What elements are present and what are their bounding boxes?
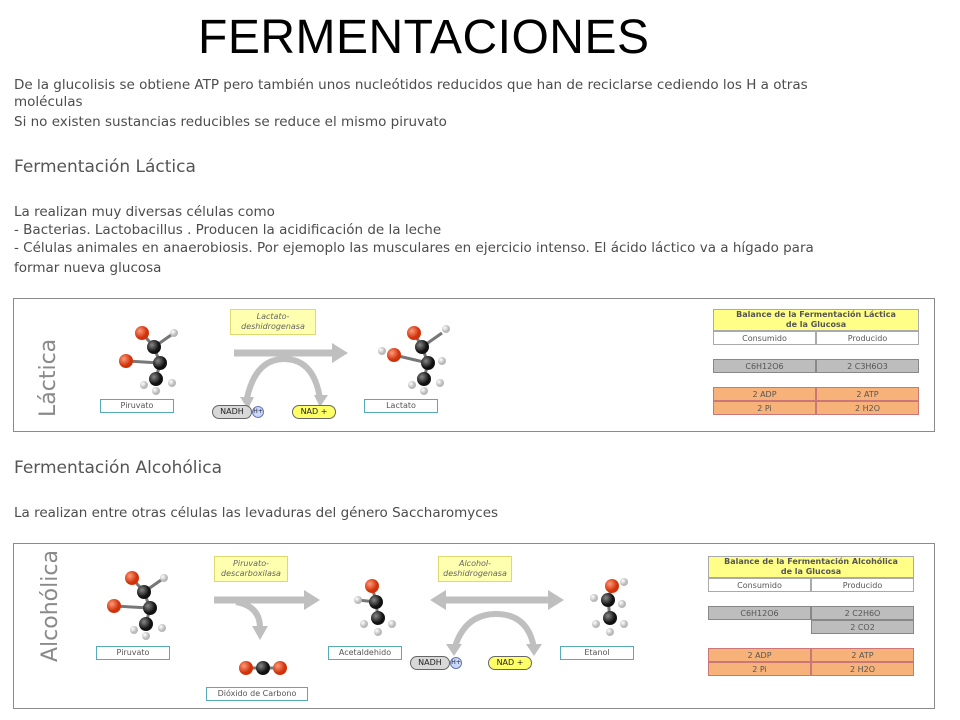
col-consumed: Consumido <box>708 578 811 592</box>
enzyme-line-1: Piruvato- <box>233 559 269 568</box>
col-produced: Producido <box>816 331 919 345</box>
cell-produced: 2 CO2 <box>811 620 914 634</box>
balance-row <box>708 648 914 662</box>
acetaldehido-label: Acetaldehido <box>328 646 402 660</box>
balance-title <box>708 556 914 578</box>
lactica-panel-label: Láctica <box>36 338 61 417</box>
lactica-enzyme-label <box>230 309 316 335</box>
intro-line-2: moléculas <box>14 94 83 110</box>
cell-consumed <box>708 620 811 634</box>
cell-consumed: C6H12O6 <box>713 359 816 373</box>
enzyme-line-2: deshidrogenasa <box>241 322 305 331</box>
cell-consumed: 2 ADP <box>713 387 816 401</box>
cell-produced: 2 ATP <box>811 648 914 662</box>
hplus-badge: H+ <box>450 657 462 669</box>
lactica-line-1: La realizan muy diversas células como <box>14 204 275 220</box>
lactica-line-4: formar nueva glucosa <box>14 260 162 276</box>
cell-produced: 2 C2H6O <box>811 606 914 620</box>
cell-consumed: C6H12O6 <box>708 606 811 620</box>
lactato-molecule <box>378 325 450 395</box>
intro-line-1: De la glucolisis se obtiene ATP pero también unos nucleótidos reducidos que han de reciclarse cediendo los H a otras <box>14 77 808 93</box>
lactica-line-3: - Células animales en anaerobiosis. Por ejemoplo las musculares en ejercicio intenso. El ácido láctico va a hígado para <box>14 240 814 256</box>
lactica-diagram-panel <box>13 298 935 432</box>
reduction-arrow <box>430 590 564 656</box>
etanol-label: Etanol <box>560 646 634 660</box>
lactato-label: Lactato <box>364 399 438 413</box>
col-produced: Producido <box>811 578 914 592</box>
piruvato-label: Piruvato <box>100 399 174 413</box>
enzyme-line-1: Lactato- <box>256 312 290 321</box>
col-consumed: Consumido <box>713 331 816 345</box>
nadh-pill: NADH <box>212 405 252 419</box>
alcoholica-balance-table <box>708 556 914 676</box>
dehydrogenase-enzyme-label <box>438 556 512 582</box>
cell-produced: 2 H2O <box>816 401 919 415</box>
cell-consumed: 2 Pi <box>713 401 816 415</box>
cell-produced: 2 ATP <box>816 387 919 401</box>
decarboxylation-arrow <box>214 590 320 640</box>
balance-row <box>713 387 919 401</box>
cell-consumed: 2 ADP <box>708 648 811 662</box>
decarboxylase-enzyme-label <box>214 556 288 582</box>
cell-produced: 2 H2O <box>811 662 914 676</box>
balance-row <box>713 401 919 415</box>
page-title: FERMENTACIONES <box>198 11 650 64</box>
alcoholica-heading: Fermentación Alcohólica <box>14 458 223 478</box>
nadh-pill: NADH <box>410 656 450 670</box>
lactica-heading: Fermentación Láctica <box>14 157 196 177</box>
piruvato-label: Piruvato <box>96 646 170 660</box>
co2-molecule <box>239 661 287 675</box>
balance-row <box>713 359 919 373</box>
cell-consumed: 2 Pi <box>708 662 811 676</box>
nad-pill: NAD + <box>488 656 532 670</box>
co2-label: Dióxido de Carbono <box>206 687 308 701</box>
alcoholica-panel-label: Alcohólica <box>38 550 63 662</box>
piruvato-molecule <box>107 571 168 640</box>
hplus-badge: H+ <box>252 406 264 418</box>
alcoholica-diagram-panel <box>13 543 935 709</box>
alcoholica-line-1: La realizan entre otras células las levaduras del género Saccharomyces <box>14 505 499 521</box>
enzyme-line-1: Alcohol- <box>458 559 492 568</box>
enzyme-line-2: descarboxilasa <box>221 569 281 578</box>
cell-produced: 2 C3H6O3 <box>816 359 919 373</box>
balance-row <box>708 662 914 676</box>
intro-line-3: Si no existen sustancias reducibles se reduce el mismo piruvato <box>14 114 447 130</box>
balance-row <box>708 606 914 620</box>
balance-title <box>713 309 919 331</box>
balance-title-l1: Balance de la Fermentación Láctica <box>736 310 896 319</box>
lactica-reaction-arrow <box>234 343 348 409</box>
balance-row <box>708 620 914 634</box>
lactica-line-2: - Bacterias. Lactobacillus . Producen la acidificación de la leche <box>14 222 442 238</box>
etanol-molecule <box>590 578 628 636</box>
balance-title-l2: de la Glucosa <box>785 320 847 329</box>
acetaldehido-molecule <box>354 579 396 636</box>
nad-pill: NAD + <box>292 405 336 419</box>
enzyme-line-2: deshidrogenasa <box>443 569 507 578</box>
balance-title-l1: Balance de la Fermentación Alcohólica <box>724 557 898 566</box>
piruvato-molecule <box>119 326 178 395</box>
balance-title-l2: de la Glucosa <box>780 567 842 576</box>
lactica-balance-table <box>713 309 919 415</box>
